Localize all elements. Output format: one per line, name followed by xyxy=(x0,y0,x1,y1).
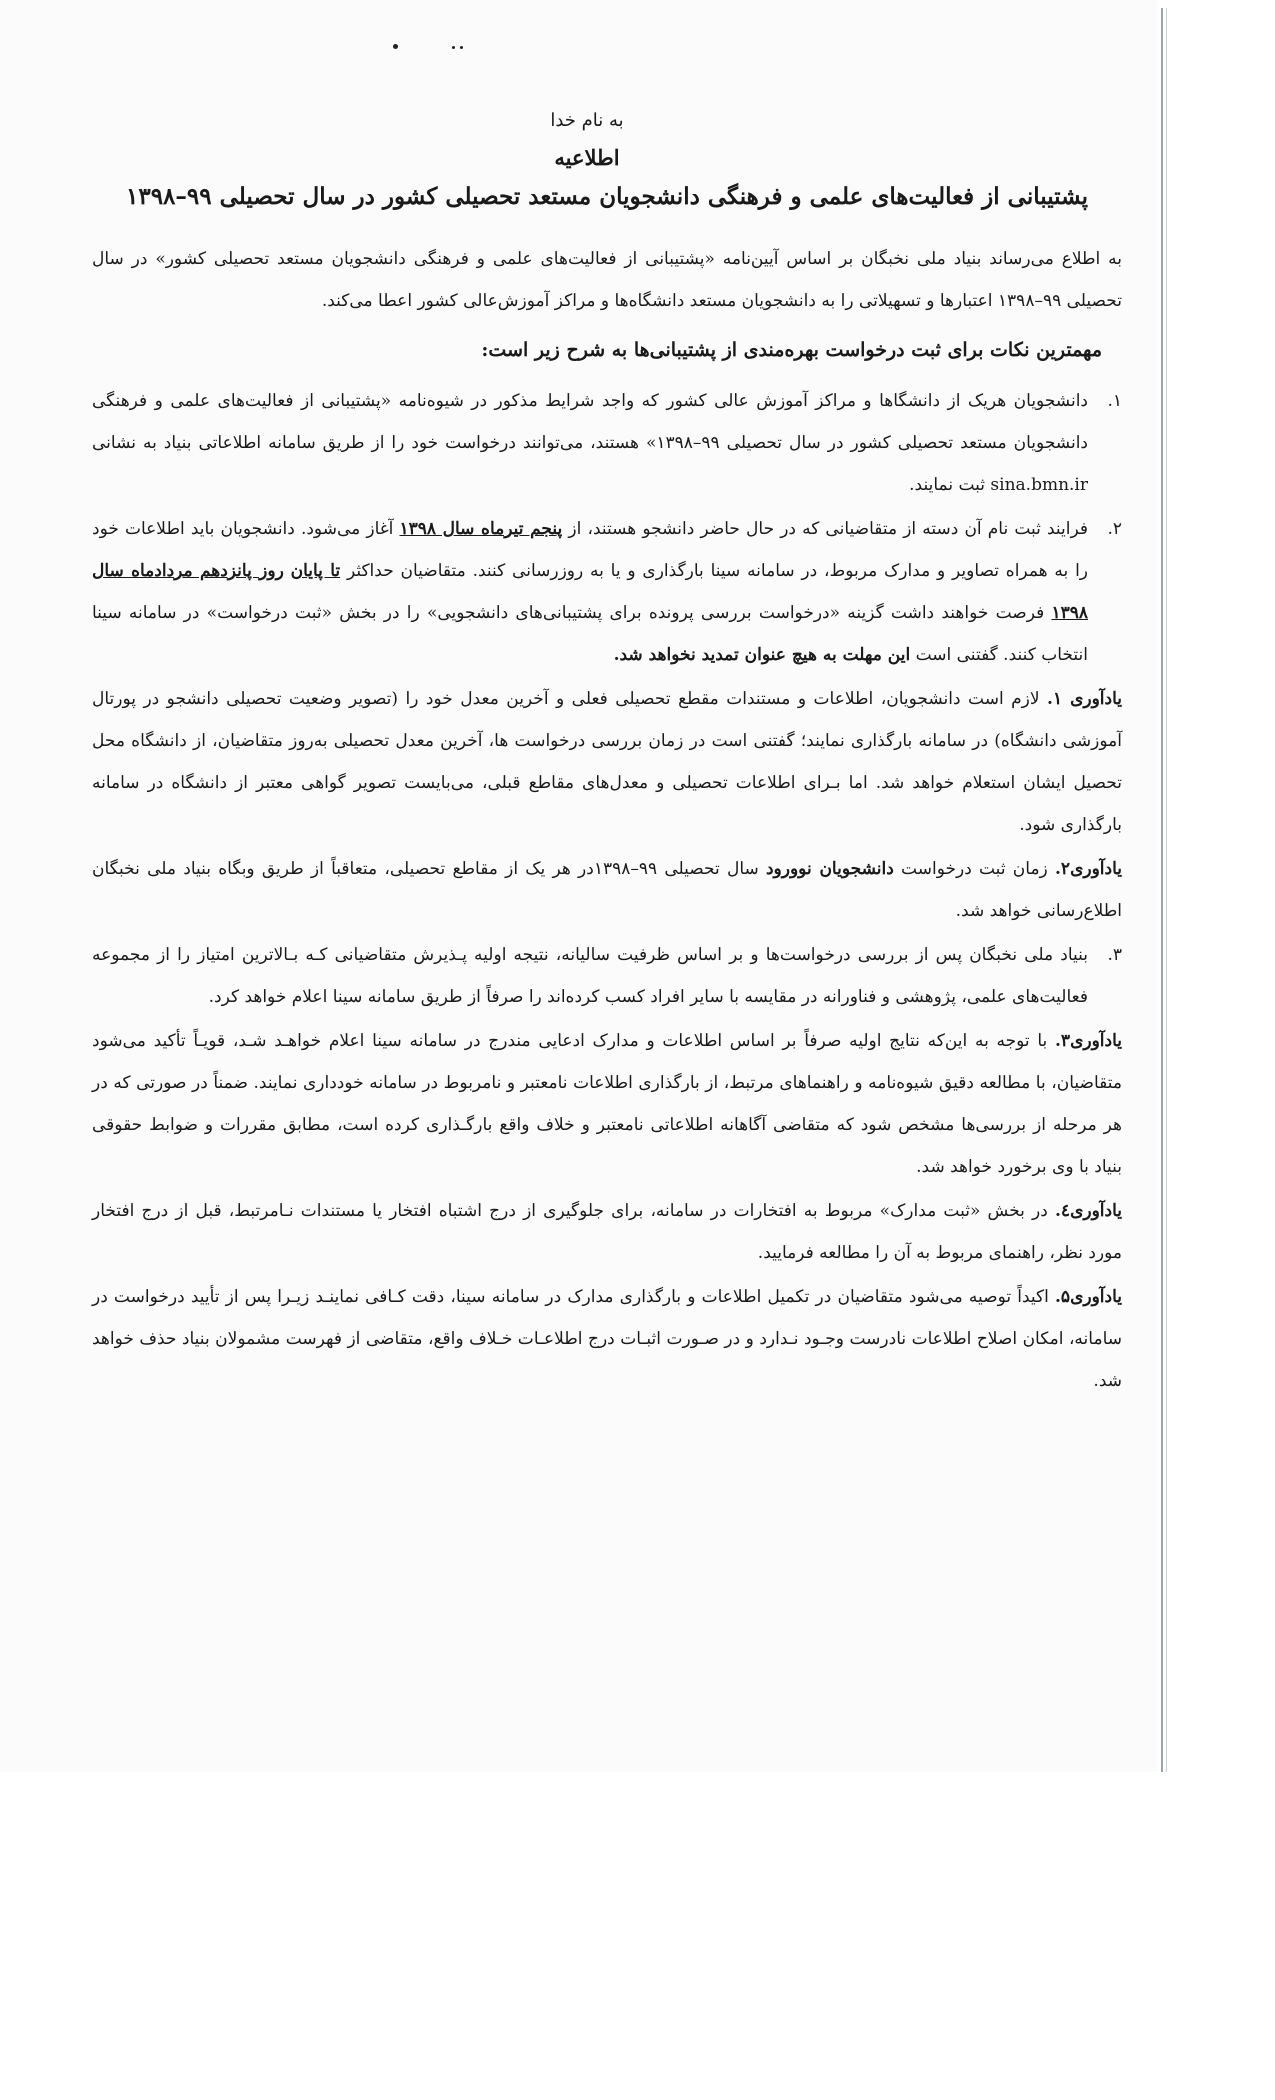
until-label: تا پایان xyxy=(290,560,341,581)
item-text xyxy=(92,508,1088,676)
item-number: ۳. xyxy=(1107,944,1122,965)
reminder-3 xyxy=(92,1020,1122,1188)
reminder-label: یادآوری٤. xyxy=(1055,1200,1122,1221)
no-extension-notice: این مهلت به هیچ عنوان تمدید نخواهد شد. xyxy=(613,644,911,665)
reminder-2 xyxy=(92,848,1122,932)
reminder-label: یادآوری۳. xyxy=(1055,1030,1122,1051)
freshmen-label: دانشجویان نوورود xyxy=(765,858,894,879)
reminder-5 xyxy=(92,1276,1122,1402)
list-item-2 xyxy=(92,508,1122,676)
page-edge-line xyxy=(1166,8,1167,1772)
item1-text-b: ثبت نمایند. xyxy=(909,474,986,495)
site-url: sina.bmn.ir xyxy=(990,474,1088,495)
scan-speck xyxy=(393,44,398,49)
page-edge-line xyxy=(1161,8,1163,1772)
item-number: ۲. xyxy=(1107,518,1122,539)
basmala: به نام خدا xyxy=(550,110,624,131)
reminder-1 xyxy=(92,678,1122,846)
item2-text-b: آغاز می‌شود. دانشجویان باید اطلاعات خود را به همراه تصاویر و مدارک مربوط، در سامانه سینا بارگذاری و یا به روزرسانی کنند. متقاضیان حداکثر xyxy=(92,518,1088,581)
reminder-text: با توجه به این‌که نتایج اولیه صرفاً بر اساس اطلاعات و مدارک ادعایی مندرج در سامانه سینا اعلام خواهـد شـد، قویـاً تأکید می‌شود متقاضیان، با مطالعه دقیق شیوه‌نامه و راهنماهای مرتبط، از بارگذاری اطلاعات نامعتبر و نامربوط در سامانه خودداری نمایند. ضمناً در صورتی که در هر مرحله از بررسی‌ها مشخص شود که متقاضی آگاهانه اطلاعاتی نامعتبر و خلاف واقع بارگـذاری کرده است، مطابق مقررات و ضوابط حقوقی بنیاد با وی برخورد خواهد شد. xyxy=(92,1030,1122,1177)
reminder-4 xyxy=(92,1190,1122,1274)
document-body xyxy=(92,110,1122,1404)
list-item-1 xyxy=(92,380,1122,506)
reminder2-text-b: سال تحصیلی ۹۹–۱۳۹۸در هر یک از مقاطع تحصیلی، متعاقباً از طریق وبگاه بنیاد ملی نخبگان اطلاع‌رسانی خواهد شد. xyxy=(92,858,1122,921)
item2-text-a: فرایند ثبت نام آن دسته از متقاضیانی که در حال حاضر دانشجو هستند، از xyxy=(568,518,1089,539)
list-item-3 xyxy=(92,934,1122,1018)
item1-text-a: دانشجویان هریک از دانشگاها و مراکز آموزش عالی کشور که واجد شرایط مذکور در شیوه‌نامه «پشتیبانی از فعالیت‌های علمی و فرهنگی دانشجویان مستعد تحصیلی کشور در سال تحصیلی ۹۹–۱۳۹۸» هستند، می‌توانند درخواست خود را از طریق سامانه اطلاعاتی بنیاد به نشانی xyxy=(92,390,1088,453)
item-text xyxy=(92,380,1088,506)
section-heading: مهمترین نکات برای ثبت درخواست بهره‌مندی از پشتیبانی‌ها به شرح زیر است: xyxy=(481,338,1102,361)
reminder-text: لازم است دانشجویان، اطلاعات و مستندات مقطع تحصیلی فعلی و آخرین معدل خود را (تصویر وضعیت تحصیلی دانشجو در پورتال آموزشی دانشگاه) در سامانه بارگذاری نمایند؛ گفتنی است در زمان بررسی درخواست ها، آخرین معدل تحصیلی به‌روز متقاضیان، از دانشگاه محل تحصیل ایشان استعلام خواهد شد. اما بـرای اطلاعات تحصیلی و معدل‌های مقاطع قبلی، می‌بایست تصویر گواهی معتبر از دانشگاه در سامانه بارگذاری شود. xyxy=(92,688,1122,835)
intro-paragraph: به اطلاع می‌رساند بنیاد ملی نخبگان بر اساس آیین‌نامه «پشتیبانی از فعالیت‌های علمی و فرهنگی دانشجویان مستعد تحصیلی کشور» در سال تحصیلی ۹۹–۱۳۹۸ اعتبارها و تسهیلاتی را به دانشجویان مستعد دانشگاه‌ها و مراکز آموزش‌عالی کشور اعطا می‌کند. xyxy=(92,248,1122,311)
item-text: بنیاد ملی نخبگان پس از بررسی درخواست‌ها و بر اساس ظرفیت سالیانه، نتیجه اولیه پـذیرش متقاضیانی کـه بـالاترین امتیاز را از مجموعه فعالیت‌های علمی، پژوهشی و فناورانه در مقایسه با سایر افراد کسب کرده‌اند را صرفاً از طریق سامانه سینا اعلام خواهد کرد. xyxy=(92,944,1088,1007)
start-date: پنجم تیرماه سال ۱۳۹۸ xyxy=(399,518,563,539)
reminder-text: اکیداً توصیه می‌شود متقاضیان در تکمیل اطلاعات و بارگذاری مدارک در سامانه سینا، دقت کـافی نماینـد زیـرا پس از تأیید درخواست در سامانه، امکان اصلاح اطلاعات نادرست وجـود نـدارد و در صـورت اثبـات درج اطلاعـات خـلاف واقع، متقاضی از فهرست مشمولان بنیاد حذف خواهد شد. xyxy=(92,1286,1122,1391)
reminder2-text-a: زمان ثبت درخواست xyxy=(901,858,1048,879)
scan-speck xyxy=(460,46,463,49)
reminder-label: یادآوری۲. xyxy=(1055,858,1122,879)
notice-label: اطلاعیه xyxy=(554,145,620,170)
document-title: پشتیبانی از فعالیت‌های علمی و فرهنگی دانشجویان مستعد تحصیلی کشور در سال تحصیلی ۹۹–۱۳۹۸ xyxy=(125,183,1089,210)
item2-text-c: فرصت خواهند داشت گزینه «درخواست بررسی پرونده برای پشتیبانی‌های دانشجویی» را در بخش «ثبت درخواست» در سامانه سینا انتخاب کنند. گفتنی است xyxy=(92,602,1088,665)
scan-speck xyxy=(452,46,455,49)
reminder-label: یادآوری۵. xyxy=(1055,1286,1122,1307)
item-number: ۱. xyxy=(1107,390,1122,411)
end-date: روز پانزدهم مردادماه سال ۱۳۹۸ xyxy=(92,560,1088,623)
reminder-text: در بخش «ثبت مدارک» مربوط به افتخارات در سامانه، برای جلوگیری از درج اشتباه افتخار یا مستندات نـامرتبط، قبل از درج افتخار مورد نظر، راهنمای مربوط به آن را مطالعه فرمایید. xyxy=(92,1200,1122,1263)
reminder-label: یادآوری ۱. xyxy=(1047,688,1122,709)
